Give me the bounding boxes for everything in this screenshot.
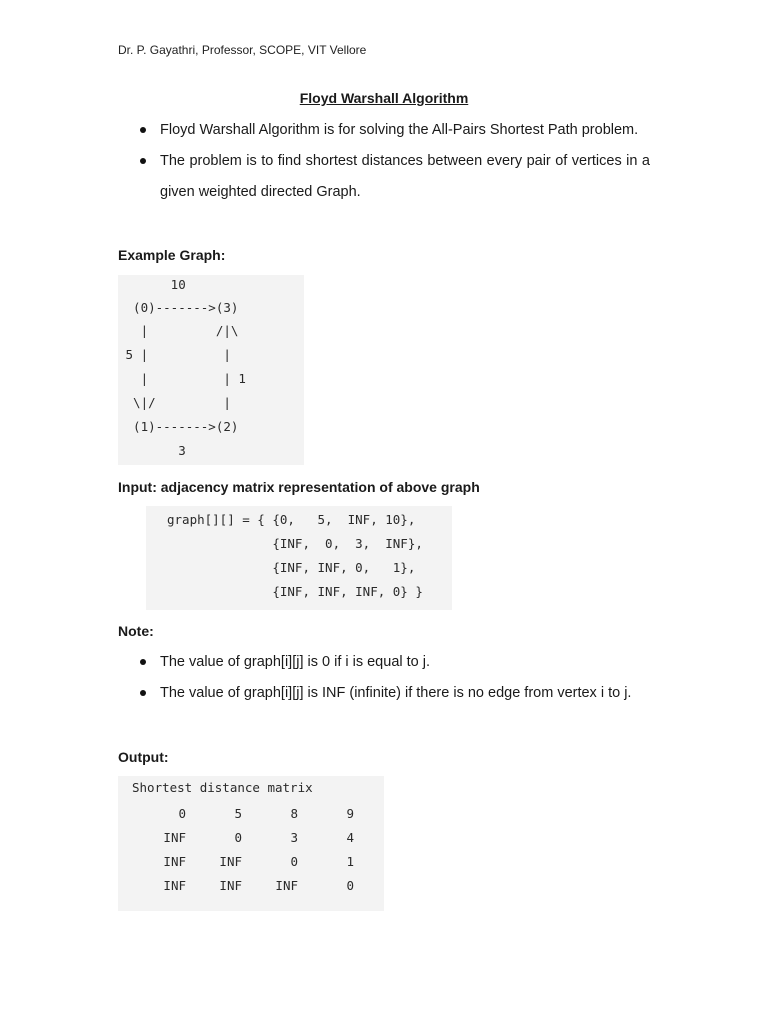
table-row [154, 873, 354, 897]
matrix-cell: 0 [290, 853, 298, 869]
note-bullet-list [138, 647, 650, 709]
matrix-cell: INF [219, 877, 242, 893]
matrix-cell: 8 [290, 805, 298, 821]
input-heading: Input: adjacency matrix representation of above graph [118, 479, 480, 495]
list-item [138, 678, 650, 709]
matrix-cell: INF [163, 853, 186, 869]
matrix-cell: 0 [346, 877, 354, 893]
graph-line: 10 [118, 277, 186, 292]
example-graph-heading: Example Graph: [118, 247, 226, 263]
bullet-text: The problem is to find shortest distances between every pair of vertices in a given weighted directed Graph. [160, 153, 650, 200]
matrix-cell: INF [275, 877, 298, 893]
bullet-text: The value of graph[i][j] is 0 if i is equal to j. [160, 654, 430, 670]
matrix-cell: 9 [346, 805, 354, 821]
distance-matrix-table [154, 801, 354, 897]
example-graph-box [118, 275, 304, 465]
list-item [138, 146, 650, 208]
output-box [118, 776, 384, 911]
matrix-cell: INF [163, 877, 186, 893]
matrix-cell: INF [219, 853, 242, 869]
note-heading: Note: [118, 623, 154, 639]
code-line: {INF, INF, INF, 0} } [167, 584, 423, 599]
bullet-text: Floyd Warshall Algorithm is for solving the All-Pairs Shortest Path problem. [160, 122, 639, 138]
bullet-icon [140, 690, 146, 696]
output-heading: Output: [118, 749, 169, 765]
graph-line: | /|\ [118, 323, 239, 338]
matrix-cell: 1 [346, 853, 354, 869]
intro-bullet-list [138, 115, 650, 208]
bullet-icon [140, 659, 146, 665]
table-row [154, 825, 354, 849]
bullet-icon [140, 127, 146, 133]
matrix-cell: 5 [234, 805, 242, 821]
matrix-cell: 0 [234, 829, 242, 845]
graph-line: | | 1 [118, 371, 246, 386]
graph-line: \|/ | [118, 395, 231, 410]
page-header: Dr. P. Gayathri, Professor, SCOPE, VIT Vellore [118, 43, 367, 57]
bullet-text: The value of graph[i][j] is INF (infinite) if there is no edge from vertex i to j. [160, 685, 632, 701]
graph-line: 5 | | [118, 347, 231, 362]
output-title: Shortest distance matrix [132, 780, 313, 795]
matrix-cell: 4 [346, 829, 354, 845]
table-row [154, 801, 354, 825]
graph-line: (0)------->(3) [118, 300, 239, 315]
page-title: Floyd Warshall Algorithm [299, 90, 469, 106]
bullet-icon [140, 158, 146, 164]
code-line: {INF, INF, 0, 1}, [167, 560, 416, 575]
list-item [138, 647, 650, 678]
code-line: {INF, 0, 3, INF}, [167, 536, 423, 551]
matrix-cell: 3 [290, 829, 298, 845]
list-item [138, 115, 650, 146]
table-row [154, 849, 354, 873]
adjacency-matrix-box [146, 506, 452, 610]
graph-line: (1)------->(2) [118, 419, 239, 434]
matrix-cell: 0 [178, 805, 186, 821]
code-line: graph[][] = { {0, 5, INF, 10}, [167, 512, 416, 527]
graph-line: 3 [118, 443, 186, 458]
matrix-cell: INF [163, 829, 186, 845]
